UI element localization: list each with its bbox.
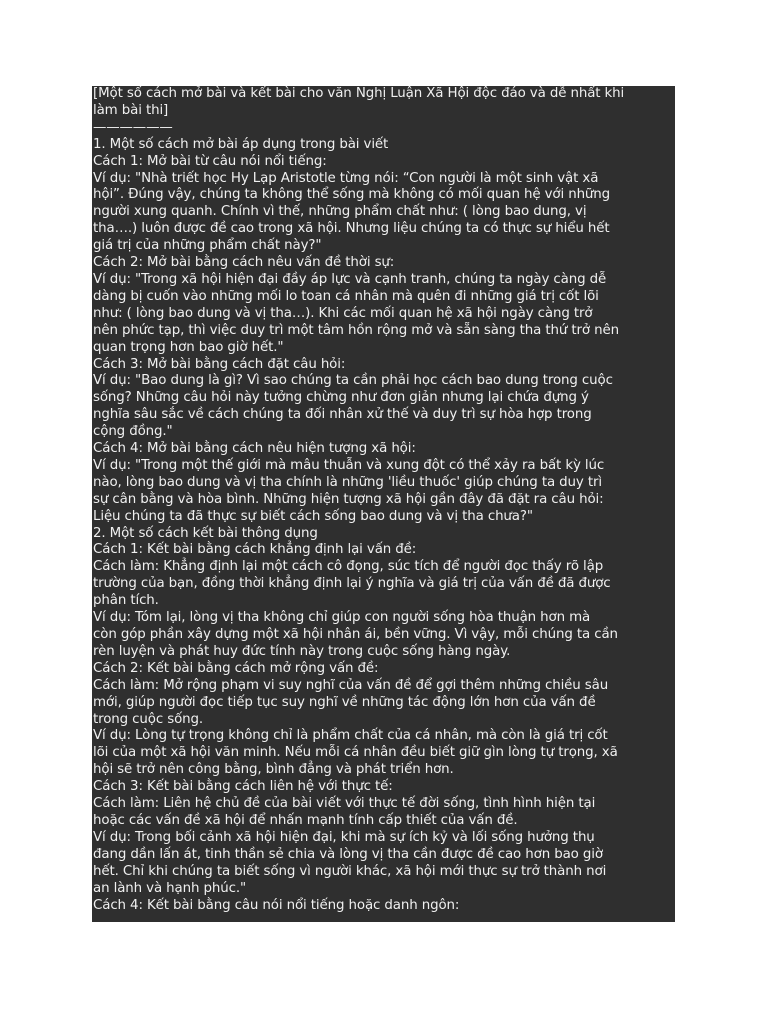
text-line: Ví dụ: "Nhà triết học Hy Lạp Aristotle từng nói: “Con người là một sinh vật xã	[93, 170, 599, 186]
text-line: nghĩa sâu sắc về cách chúng ta đối nhân xử thế và duy trì sự hòa hợp trong	[93, 407, 592, 423]
text-line: Cách 1: Mở bài từ câu nói nổi tiếng:	[93, 153, 327, 169]
text-line: Ví dụ: "Trong một thế giới mà mâu thuẫn và xung đột có thể xảy ra bất kỳ lúc	[93, 457, 605, 473]
text-line: Ví dụ: Trong bối cảnh xã hội hiện đại, khi mà sự ích kỷ và lối sống hưởng thụ	[93, 829, 595, 845]
text-line: như: ( lòng bao dung và vị tha…). Khi các mối quan hệ xã hội ngày càng trở	[93, 305, 593, 321]
text-line: sống? Những câu hỏi này tưởng chừng như đơn giản nhưng lại chứa đựng ý	[93, 390, 589, 406]
text-line: còn góp phần xây dựng một xã hội nhân ái, bền vững. Vì vậy, mỗi chúng ta cần	[93, 627, 618, 642]
text-line: làm bài thi]	[93, 102, 169, 118]
text-line: Ví dụ: Lòng tự trọng không chỉ là phẩm chất của cá nhân, mà còn là giá trị cốt	[93, 728, 608, 744]
document-text-block	[92, 86, 675, 922]
text-line: 2. Một số cách kết bài thông dụng	[93, 525, 318, 541]
text-line: hội”. Đúng vậy, chúng ta không thể sống mà không có mối quan hệ với những	[93, 187, 611, 203]
text-line: Cách làm: Mở rộng phạm vi suy nghĩ của vấn đề để gợi thêm những chiều sâu	[93, 677, 609, 693]
text-line: ——————	[93, 119, 173, 135]
text-line: người xung quanh. Chính vì thế, những phẩm chất như: ( lòng bao dung, vị	[93, 204, 587, 220]
text-line: Ví dụ: Tóm lại, lòng vị tha không chỉ giúp con người sống hòa thuận hơn mà	[93, 610, 591, 626]
text-line: nên phức tạp, thì việc duy trì một tâm hồn rộng mở và sẵn sàng tha thứ trở nên	[93, 322, 619, 338]
text-line: hội sẽ trở nên công bằng, bình đẳng và phát triển hơn.	[93, 762, 454, 778]
text-line: dàng bị cuốn vào những mối lo toan cá nhân mà quên đi những giá trị cốt lõi	[93, 288, 599, 304]
text-line: cộng đồng."	[93, 424, 173, 440]
text-line: [Một số cách mở bài và kết bài cho văn Nghị Luận Xã Hội độc đáo và dễ nhất khi	[93, 86, 625, 101]
text-line: nào, lòng bao dung và vị tha chính là những 'liều thuốc' giúp chúng ta duy trì	[93, 474, 602, 490]
text-line: Cách 1: Kết bài bằng cách khẳng định lại vấn đề:	[93, 542, 417, 558]
text-line: Cách 4: Kết bài bằng câu nói nổi tiếng hoặc danh ngôn:	[93, 897, 460, 913]
text-line: rèn luyện và phát huy đức tính này trong cuộc sống hàng ngày.	[93, 643, 511, 659]
text-line: Liệu chúng ta đã thực sự biết cách sống bao dung và vị tha chưa?"	[93, 508, 533, 524]
text-line: trường của bạn, đồng thời khẳng định lại ý nghĩa và giá trị của vấn đề đã được	[93, 576, 611, 592]
text-line: quan trọng hơn bao giờ hết."	[93, 339, 284, 355]
text-line: Cách 2: Kết bài bằng cách mở rộng vấn đề:	[93, 660, 379, 676]
text-line: tha….) luôn được đề cao trong xã hội. Nhưng liệu chúng ta có thực sự hiểu hết	[93, 221, 610, 237]
text-line: Cách làm: Khẳng định lại một cách cô đọng, súc tích để người đọc thấy rõ lập	[93, 559, 604, 575]
text-line: lõi của một xã hội văn minh. Nếu mỗi cá nhân đều biết giữ gìn lòng tự trọng, xã	[93, 745, 618, 761]
text-line: Ví dụ: "Bao dung là gì? Vì sao chúng ta cần phải học cách bao dung trong cuộc	[93, 373, 613, 389]
text-line: Cách 3: Kết bài bằng cách liên hệ với thực tế:	[93, 779, 393, 795]
text-line: an lành và hạnh phúc."	[93, 880, 247, 896]
text-line: Cách 4: Mở bài bằng cách nêu hiện tượng xã hội:	[93, 441, 416, 457]
text-line: mới, giúp người đọc tiếp tục suy nghĩ về những tác động lớn hơn của vấn đề	[93, 694, 596, 710]
text-line: Cách 2: Mở bài bằng cách nêu vấn đề thời sự:	[93, 255, 395, 271]
text-line: trong cuộc sống.	[93, 711, 204, 727]
text-line: sự cân bằng và hòa bình. Những hiện tượng xã hội gần đây đã đặt ra câu hỏi:	[93, 491, 604, 507]
text-line: hết. Chỉ khi chúng ta biết sống vì người khác, xã hội mới thực sự trở thành nơi	[93, 863, 607, 879]
text-line: Ví dụ: "Trong xã hội hiện đại đầy áp lực và cạnh tranh, chúng ta ngày càng dễ	[93, 271, 607, 287]
text-line: 1. Một số cách mở bài áp dụng trong bài viết	[93, 136, 389, 152]
text-line: Cách 3: Mở bài bằng cách đặt câu hỏi:	[93, 356, 346, 372]
text-line: hoặc các vấn đề xã hội để nhấn mạnh tính cấp thiết của vấn đề.	[93, 812, 518, 828]
text-line: đang dần lấn át, tinh thần sẻ chia và lòng vị tha cần được đề cao hơn bao giờ	[93, 846, 603, 862]
text-line: Cách làm: Liên hệ chủ đề của bài viết với thực tế đời sống, tình hình hiện tại	[93, 796, 596, 812]
text-line: giá trị của những phẩm chất này?"	[93, 238, 322, 254]
text-line: phân tích.	[93, 593, 159, 609]
